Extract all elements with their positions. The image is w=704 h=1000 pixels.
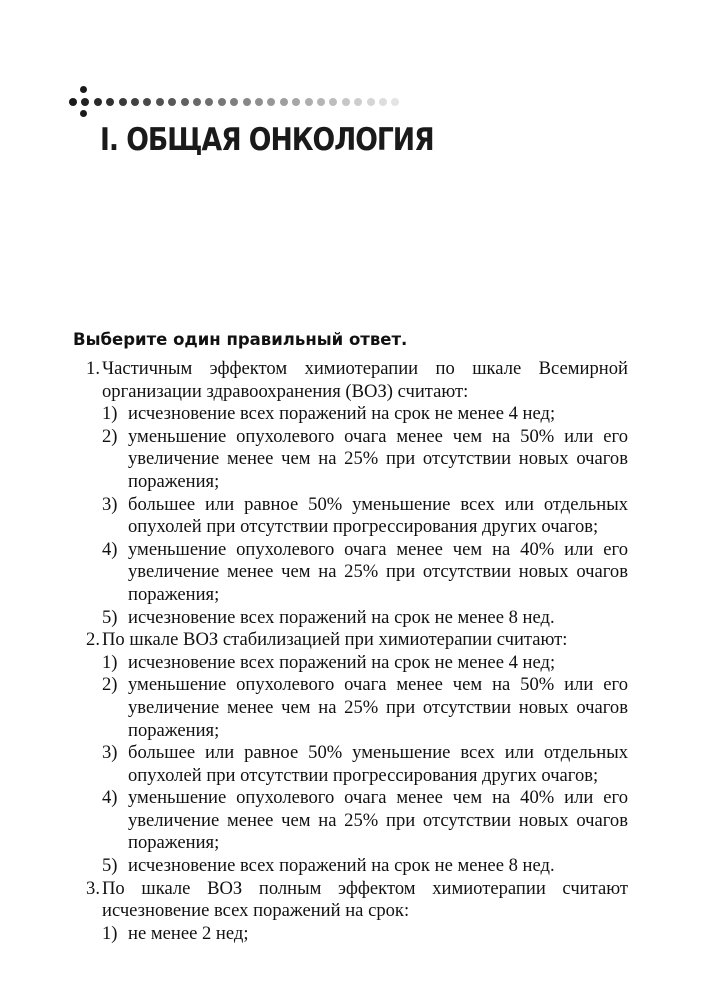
option-number: 1) <box>102 403 118 425</box>
option-text: уменьшение опухолевого очага менее чем на 50% или его увеличение менее чем на 25% при отсутствии новых очагов поражения; <box>128 425 628 492</box>
option-number: 2) <box>102 425 118 447</box>
answer-option <box>102 855 628 878</box>
decorative-dot <box>305 98 313 106</box>
decorative-dot <box>168 98 176 106</box>
option-number: 4) <box>102 787 118 809</box>
option-text: уменьшение опухолевого очага менее чем на 40% или его увеличение менее чем на 25% при отсутствии новых очагов поражения; <box>128 538 628 605</box>
answer-option <box>102 426 628 494</box>
question-number: 1. <box>86 358 100 379</box>
decorative-dot-row <box>64 86 424 118</box>
question-list <box>74 358 628 945</box>
decorative-dot <box>94 98 102 106</box>
question-1 <box>74 358 628 629</box>
decorative-dot <box>80 86 87 93</box>
chapter-title: I. ОБЩАЯ ОНКОЛОГИЯ <box>100 122 434 158</box>
decorative-dot <box>181 98 189 106</box>
option-number: 1) <box>102 651 118 673</box>
decorative-dot <box>255 98 263 106</box>
instruction-heading: Выберите один правильный ответ. <box>73 330 408 349</box>
decorative-dot <box>280 98 288 106</box>
decorative-dot <box>379 98 387 106</box>
question-2 <box>74 629 628 878</box>
decorative-dot <box>131 98 139 106</box>
option-number: 2) <box>102 674 118 696</box>
option-number: 5) <box>102 855 118 877</box>
option-number: 1) <box>102 922 118 944</box>
option-text: большее или равное 50% уменьшение всех или отдельных опухолей при отсутствии прогрессирования других очагов; <box>128 742 628 786</box>
option-text: исчезновение всех поражений на срок не менее 8 нед. <box>128 855 555 877</box>
answer-option <box>102 742 628 787</box>
decorative-dot <box>205 98 213 106</box>
decorative-dot <box>230 98 238 106</box>
question-text: По шкале ВОЗ стабилизацией при химиотерапии считают: <box>102 629 568 651</box>
question-number: 2. <box>86 629 100 651</box>
answer-option <box>102 539 628 607</box>
answer-option <box>102 923 628 946</box>
decorative-dot <box>143 98 151 106</box>
option-number: 4) <box>102 538 118 560</box>
decorative-dot <box>69 98 77 106</box>
decorative-dot <box>106 98 114 106</box>
decorative-dot <box>80 110 87 117</box>
decorative-dot <box>156 98 164 106</box>
option-number: 3) <box>102 493 118 515</box>
question-number: 3. <box>86 877 100 899</box>
answer-option <box>102 403 628 426</box>
question-text: По шкале ВОЗ полным эффектом химиотерапии считают исчезновение всех поражений на срок: <box>102 877 628 922</box>
decorative-dot <box>317 98 325 106</box>
decorative-dot <box>292 98 300 106</box>
answer-option <box>102 607 628 630</box>
option-number: 5) <box>102 606 118 628</box>
decorative-dot <box>267 98 275 106</box>
decorative-dot <box>342 98 350 106</box>
decorative-dot <box>367 98 375 106</box>
option-number: 3) <box>102 742 118 764</box>
answer-option <box>102 494 628 539</box>
option-text: исчезновение всех поражений на срок не менее 4 нед; <box>128 403 556 425</box>
option-text: уменьшение опухолевого очага менее чем на 50% или его увеличение менее чем на 25% при отсутствии новых очагов поражения; <box>128 674 628 741</box>
option-text: большее или равное 50% уменьшение всех или отдельных опухолей при отсутствии прогрессирования других очагов; <box>128 493 628 538</box>
decorative-dot <box>193 98 201 106</box>
decorative-dot <box>81 98 89 106</box>
decorative-dot <box>243 98 251 106</box>
decorative-dot <box>354 98 362 106</box>
answer-option <box>102 652 628 675</box>
answer-option <box>102 674 628 742</box>
decorative-dot <box>329 98 337 106</box>
option-text: уменьшение опухолевого очага менее чем на 40% или его увеличение менее чем на 25% при отсутствии новых очагов поражения; <box>128 787 628 854</box>
question-text: Частичным эффектом химиотерапии по шкале Всемирной организации здравоохранения (ВОЗ) считают: <box>102 358 628 402</box>
answer-option <box>102 787 628 855</box>
option-text: не менее 2 нед; <box>128 922 249 944</box>
question-3 <box>74 878 628 946</box>
answer-options <box>102 652 628 878</box>
option-text: исчезновение всех поражений на срок не менее 4 нед; <box>128 651 556 673</box>
option-text: исчезновение всех поражений на срок не менее 8 нед. <box>128 606 555 628</box>
answer-options <box>102 403 628 629</box>
decorative-dot <box>391 98 399 106</box>
decorative-dot <box>218 98 226 106</box>
answer-options <box>102 923 628 946</box>
decorative-dot <box>119 98 127 106</box>
